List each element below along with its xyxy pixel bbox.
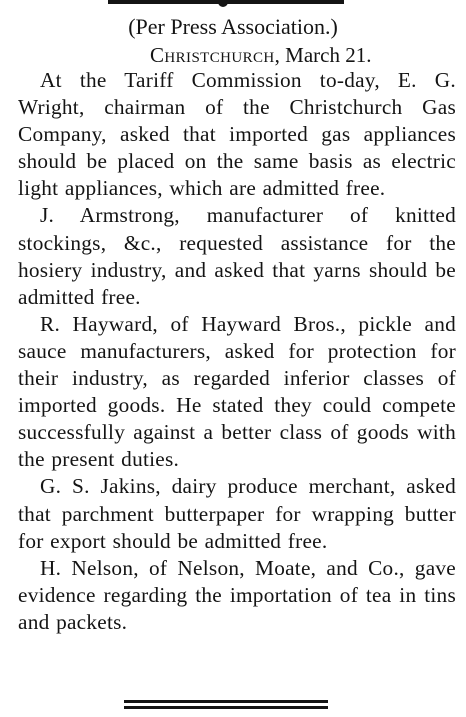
agency-credit: (Per Press Association.): [128, 14, 338, 39]
paragraph-armstrong: J. Armstrong, manufacturer of knitted stockings, &c., requested assistance for the hosiery industry, and asked that yarns should be admitted free.: [18, 203, 456, 309]
closing-rule-lower: [124, 706, 328, 709]
rule-ornament: [218, 0, 228, 7]
dateline-city: Christchurch: [150, 43, 275, 67]
dateline: [150, 42, 371, 68]
paragraph-nelson: H. Nelson, of Nelson, Moate, and Co., gave evidence regarding the importation of tea in tins and packets.: [18, 555, 456, 634]
article-body: [18, 67, 456, 636]
paragraph-jakins: G. S. Jakins, dairy produce merchant, asked that parchment butterpaper for wrapping butter for export should be admitted free.: [18, 474, 456, 553]
paragraph-hayward: R. Hayward, of Hayward Bros., pickle and sauce manufacturers, asked for protection for their industry, as regarded inferior classes of imported goods. He stated they could compete successfully against a better class of goods with the present duties.: [18, 311, 456, 472]
dateline-date: , March 21.: [274, 43, 372, 67]
paragraph-wright: At the Tariff Commission to-day, E. G. Wright, chairman of the Christchurch Gas Company, asked that imported gas appliances should be placed on the same basis as electric light appliances, which are admitted free.: [18, 68, 456, 201]
closing-rule-upper: [124, 700, 328, 703]
